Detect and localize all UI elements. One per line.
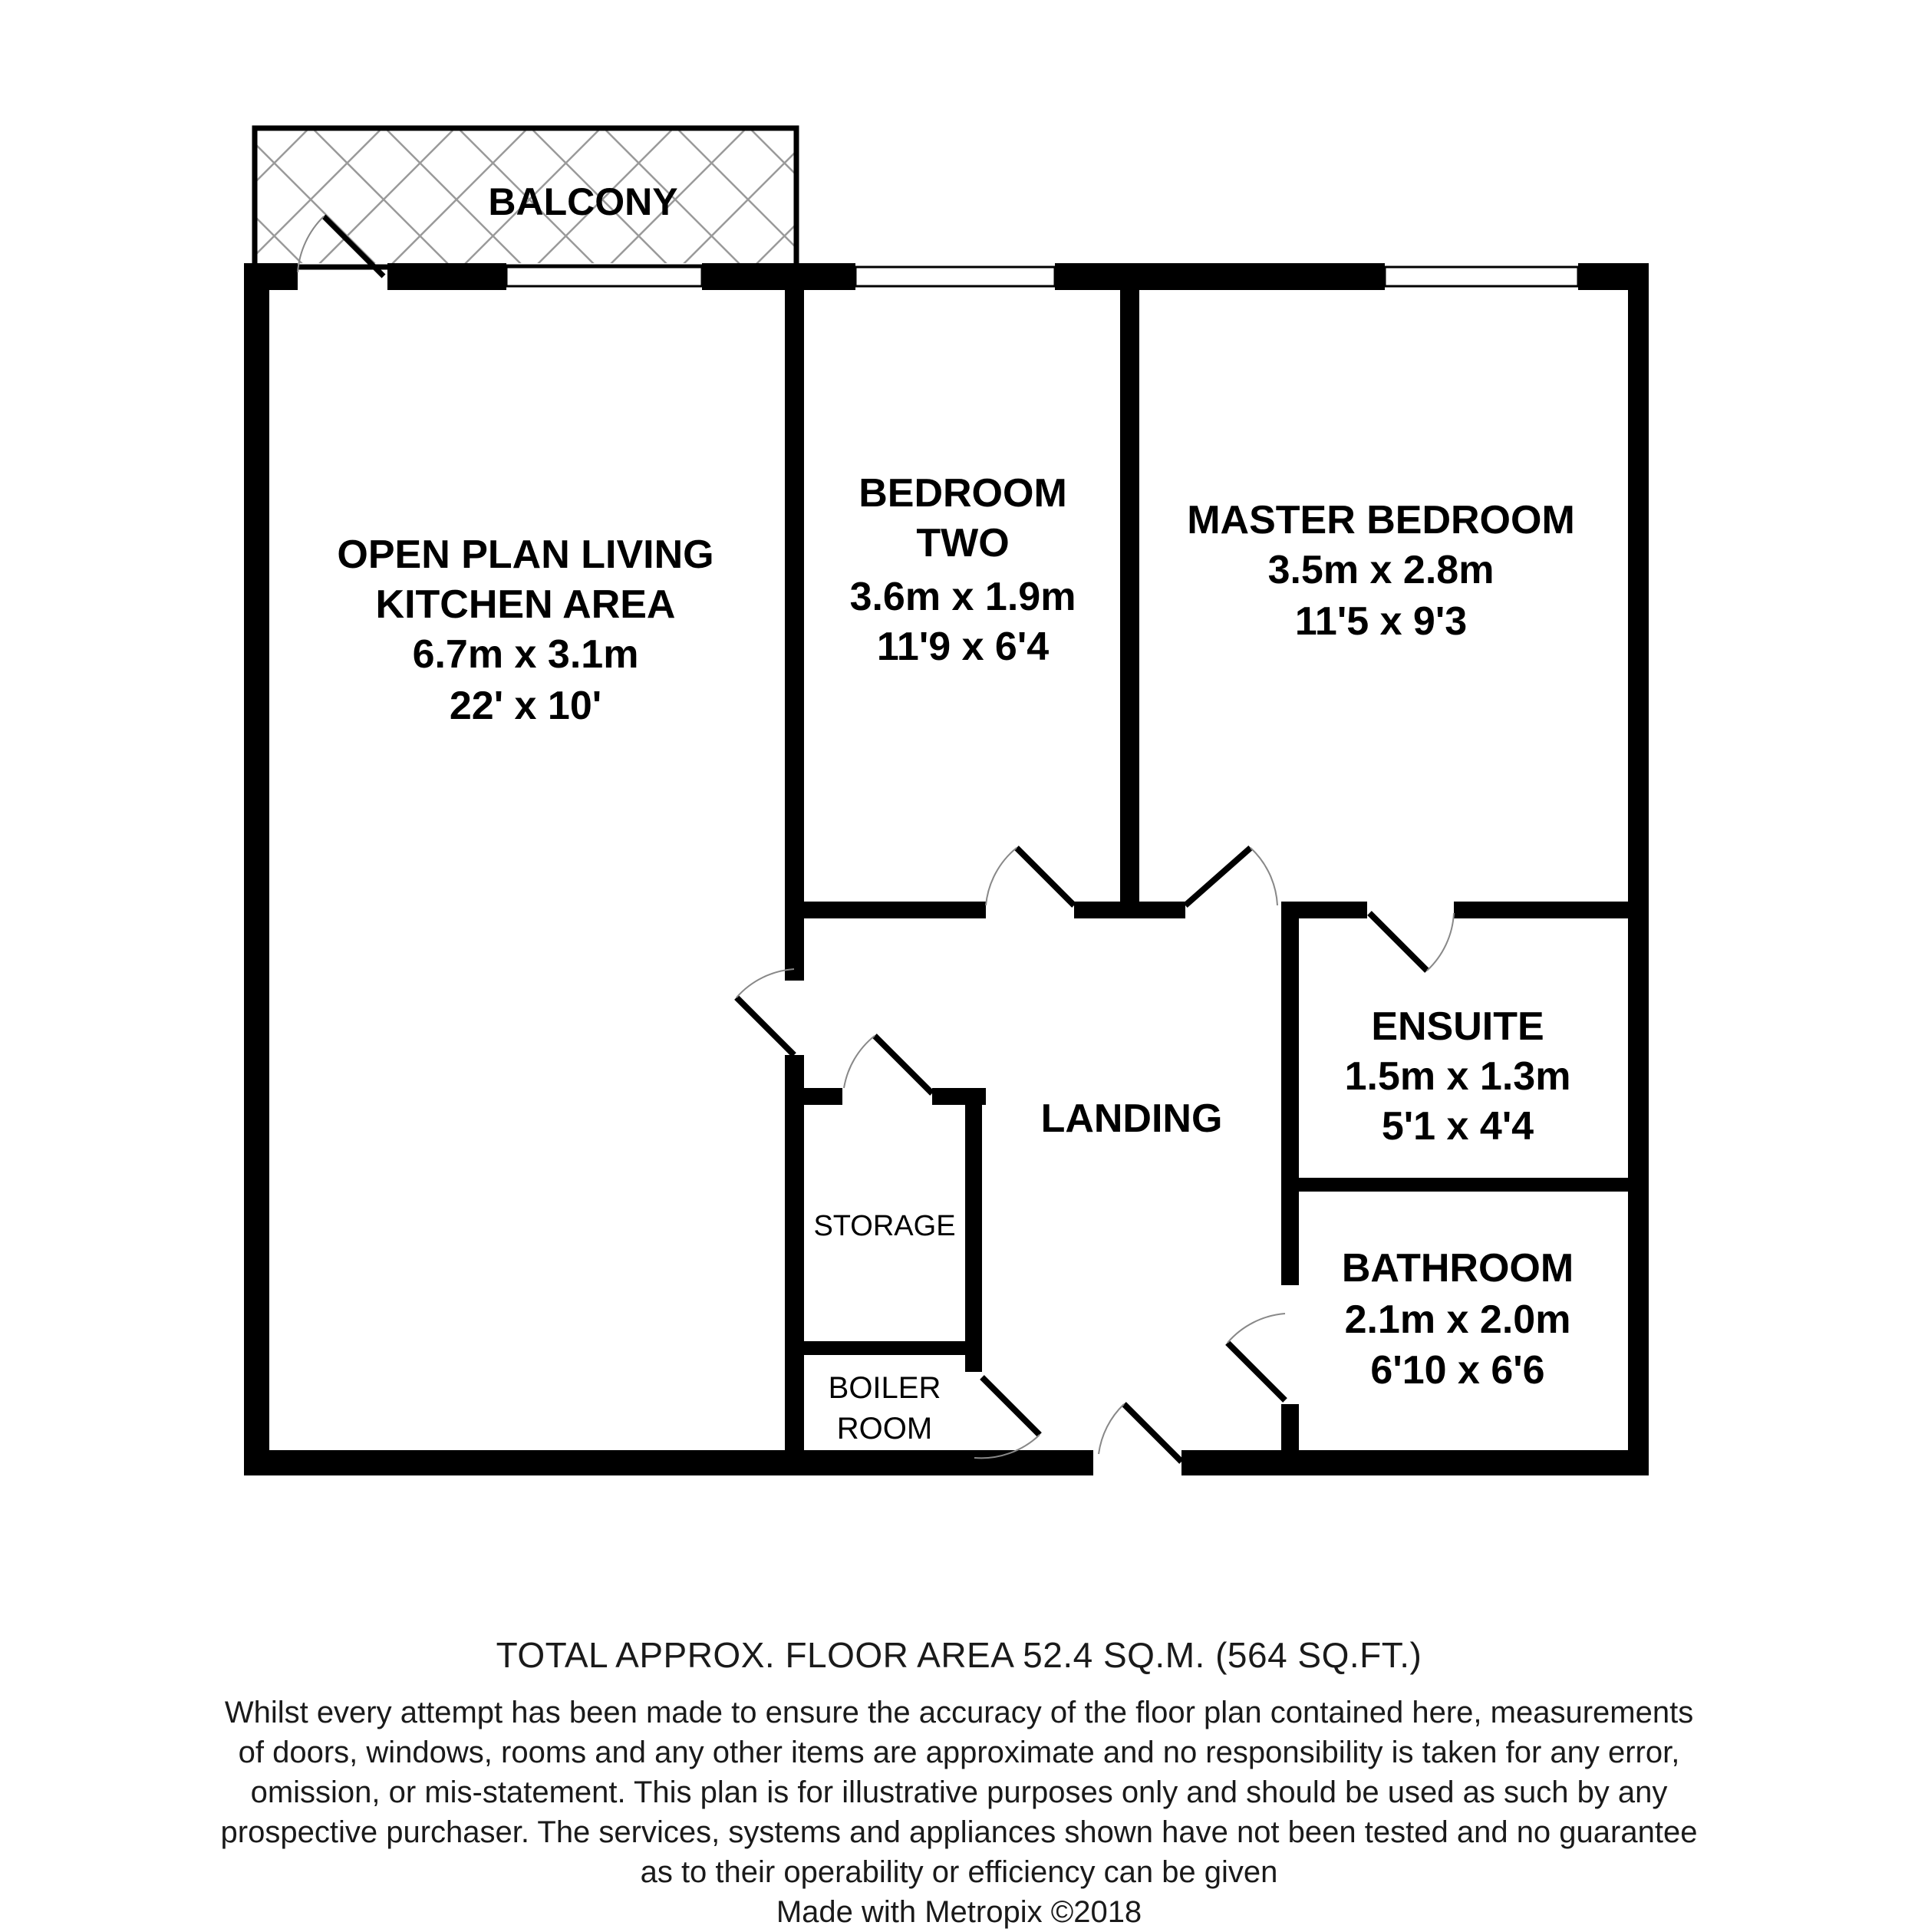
wall-bottom-left [244,1450,1093,1475]
bathroom-imperial: 6'10 x 6'6 [1370,1348,1545,1393]
balcony-label: BALCONY [488,180,678,223]
wall-bottom-right [1181,1450,1649,1475]
boiler-room-name-line1: BOILER [828,1371,941,1405]
wall-top-3 [702,263,855,290]
master-bedroom-name: MASTER BEDROOM [1187,498,1575,542]
bedroom-two-name-line2: TWO [916,521,1010,565]
door-bedroom-two [986,848,1074,905]
landing-name: LANDING [1040,1096,1223,1141]
living-name-line1: OPEN PLAN LIVING [337,532,714,577]
total-floor-area: TOTAL APPROX. FLOOR AREA 52.4 SQ.M. (564 SQ.FT.) [496,1635,1422,1675]
living-name-line2: KITCHEN AREA [375,582,676,627]
disclaimer-line: Whilst every attempt has been made to ensure the accuracy of the floor plan contained here, measurements [224,1696,1694,1729]
ensuite-name: ENSUITE [1371,1004,1544,1049]
door-bathroom [1228,1314,1285,1400]
living-metric: 6.7m x 3.1m [412,632,639,677]
bedroom-two-metric: 3.6m x 1.9m [849,575,1076,619]
ensuite-metric: 1.5m x 1.3m [1344,1054,1571,1099]
wall-storage-boiler [804,1341,973,1355]
window-bedroom-two [855,267,1055,286]
disclaimer-line: omission, or mis-statement. This plan is for illustrative purposes only and should be used as such by any [250,1775,1668,1809]
wall-top-4 [1055,263,1385,290]
wall-bathroom-left-lower [1281,1404,1299,1462]
wall-bedroom-two-bottom-b [1074,902,1185,918]
window-living [506,267,702,286]
windows [506,267,1578,286]
wall-right [1628,263,1649,1475]
master-bedroom-metric: 3.5m x 2.8m [1267,548,1495,592]
exterior-walls [244,263,1649,1475]
door-master-bedroom [1185,848,1277,905]
storage-name: STORAGE [813,1210,956,1242]
living-imperial: 22' x 10' [449,684,602,728]
bedroom-two-imperial: 11'9 x 6'4 [876,625,1050,669]
disclaimer-line: prospective purchaser. The services, systems and appliances shown have not been tested and no guarantee [220,1815,1698,1849]
wall-ensuite-top [1454,902,1628,918]
window-master-bedroom [1385,267,1578,286]
bedroom-two-name-line1: BEDROOM [858,471,1067,516]
door-ensuite [1369,913,1454,971]
wall-left [244,263,269,1475]
disclaimer-line: as to their operability or efficiency can be given [640,1855,1278,1889]
wall-top-2 [387,263,506,290]
wall-bedroom-two-bottom-a [804,902,986,918]
wall-ensuite-bottom [1281,1178,1628,1192]
bathroom-name: BATHROOM [1341,1246,1574,1291]
wall-bedrooms-divider [1120,290,1139,912]
doors [298,216,1454,1462]
door-storage [844,1036,932,1093]
master-bedroom-imperial: 11'5 x 9'3 [1294,599,1468,644]
door-living [737,969,794,1055]
disclaimer [0,1693,1918,1932]
room-labels [337,180,1574,1446]
boiler-room-name-line2: ROOM [836,1412,933,1446]
wall-living-bottom [785,1093,804,1462]
door-entrance [1099,1404,1181,1462]
wall-ensuite-left [1281,902,1299,1285]
wall-storage-top-left [804,1088,842,1105]
metropix-credit: Made with Metropix ©2018 [776,1895,1142,1929]
wall-living-bedroom [785,290,804,981]
wall-storage-right [965,1088,982,1372]
disclaimer-line: of doors, windows, rooms and any other items are approximate and no responsibility is taken for any error, [238,1736,1680,1769]
door-boiler [974,1377,1040,1458]
bathroom-metric: 2.1m x 2.0m [1344,1297,1571,1342]
ensuite-imperial: 5'1 x 4'4 [1381,1104,1534,1149]
